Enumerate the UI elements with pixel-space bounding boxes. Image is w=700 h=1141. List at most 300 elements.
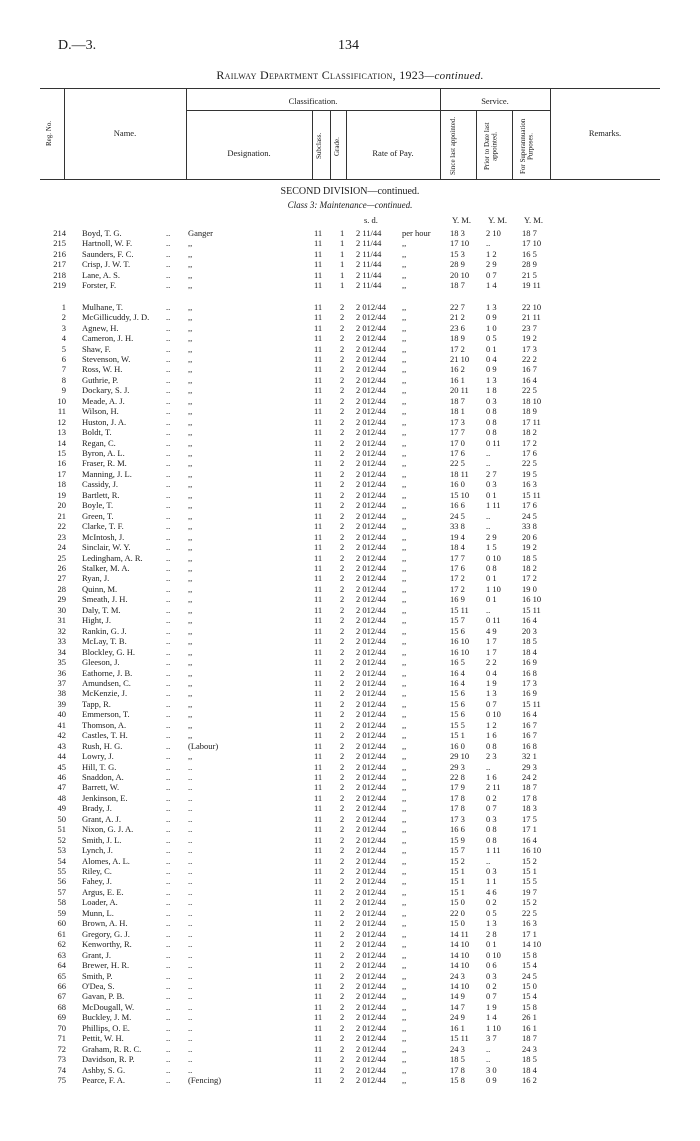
cell-name: Emmerson, T. <box>82 709 130 720</box>
cell-grade: 2 <box>340 813 345 824</box>
cell-superannuation: 19 0 <box>522 583 537 594</box>
cell-designation: ,, <box>188 416 193 427</box>
cell-leader-dots: .. <box>166 845 171 856</box>
cell-grade: 2 <box>340 667 345 678</box>
cell-leader-dots: .. <box>166 834 171 845</box>
cell-rate: 2 012/44 <box>356 688 386 699</box>
cell-since-last: 15 0 <box>450 918 465 929</box>
table-row <box>0 981 700 991</box>
cell-name: Riley, C. <box>82 866 112 876</box>
cell-rate: 2 012/44 <box>356 991 386 1002</box>
cell-since-last: 15 6 <box>450 698 465 709</box>
cell-subclass: 11 <box>314 625 323 636</box>
cell-rate: 2 012/44 <box>356 333 386 344</box>
cell-prior: 0 5 <box>486 333 497 344</box>
cell-grade: 2 <box>340 677 345 688</box>
cell-grade: 2 <box>340 353 345 364</box>
cell-prior: 2 3 <box>486 751 497 761</box>
cell-superannuation: 15 2 <box>522 897 537 908</box>
cell-designation: ,, <box>188 437 193 448</box>
cell-reg-no: 47 <box>57 782 66 793</box>
cell-name: Quinn, M. <box>82 583 118 594</box>
cell-name: Guthrie, P. <box>82 374 119 385</box>
cell-grade: 2 <box>340 594 345 605</box>
cell-since-last: 17 8 <box>450 803 465 814</box>
cell-rate: 2 11/44 <box>356 269 382 280</box>
cell-grade: 2 <box>340 730 345 741</box>
cell-per: ,, <box>402 991 407 1002</box>
cell-rate: 2 012/44 <box>356 1043 386 1054</box>
cell-name: Lowry, J. <box>82 751 114 761</box>
cell-superannuation: 22 2 <box>522 353 537 364</box>
cell-designation: ,, <box>188 479 193 490</box>
cell-name: Argus, E. E. <box>82 886 124 897</box>
cell-reg-no: 27 <box>57 573 66 584</box>
cell-grade: 2 <box>340 343 345 354</box>
cell-designation: Ganger <box>188 228 214 238</box>
cell-subclass: 11 <box>314 269 323 280</box>
cell-reg-no: 9 <box>61 385 66 396</box>
cell-name: Gavan, P. B. <box>82 991 125 1002</box>
cell-leader-dots: .. <box>166 510 171 521</box>
cell-reg-no: 62 <box>57 939 66 950</box>
cell-designation: ,, <box>188 248 193 259</box>
cell-since-last: 15 1 <box>450 886 465 897</box>
cell-prior: .. <box>486 604 491 615</box>
cell-rate: 2 012/44 <box>356 364 386 375</box>
cell-name: Daly, T. M. <box>82 604 121 615</box>
cell-leader-dots: .. <box>166 333 171 344</box>
cell-designation: .. <box>188 886 193 897</box>
cell-superannuation: 17 1 <box>522 824 537 835</box>
cell-reg-no: 218 <box>53 269 66 280</box>
cell-superannuation: 18 2 <box>522 427 537 438</box>
cell-name: Buckley, J. M. <box>82 1012 132 1023</box>
cell-prior: 0 7 <box>486 269 497 280</box>
cell-since-last: 15 1 <box>450 730 465 741</box>
cell-superannuation: 22 10 <box>522 301 542 312</box>
table-row <box>0 573 700 583</box>
cell-designation: .. <box>188 1022 193 1033</box>
cell-leader-dots: .. <box>166 636 171 647</box>
cell-per: ,, <box>402 980 407 991</box>
cell-per: ,, <box>402 740 407 751</box>
cell-per: ,, <box>402 406 407 417</box>
cell-per: ,, <box>402 709 407 720</box>
cell-leader-dots: .. <box>166 238 171 249</box>
cell-rate: 2 012/44 <box>356 312 386 323</box>
table-row <box>0 427 700 437</box>
cell-since-last: 16 0 <box>450 740 465 751</box>
document-title <box>0 68 700 83</box>
cell-grade: 1 <box>340 280 345 291</box>
cell-leader-dots: .. <box>166 280 171 291</box>
table-row <box>0 699 700 709</box>
cell-rate: 2 012/44 <box>356 751 386 761</box>
cell-per: per hour <box>402 228 431 238</box>
cell-reg-no: 16 <box>57 458 66 469</box>
cell-subclass: 11 <box>314 333 323 344</box>
cell-leader-dots: .. <box>166 667 171 678</box>
cell-grade: 2 <box>340 437 345 448</box>
cell-name: Cassidy, J. <box>82 479 119 490</box>
cell-name: Smith, P. <box>82 970 113 981</box>
cell-since-last: 20 10 <box>450 269 470 280</box>
table-row <box>0 532 700 542</box>
cell-since-last: 15 6 <box>450 625 465 636</box>
cell-superannuation: 14 10 <box>522 939 542 950</box>
cell-subclass: 11 <box>314 897 323 908</box>
cell-rate: 2 11/44 <box>356 248 382 259</box>
cell-reg-no: 17 <box>57 468 66 479</box>
cell-name: Munn, L. <box>82 907 114 918</box>
cell-leader-dots: .. <box>166 312 171 323</box>
cell-superannuation: 19 11 <box>522 280 541 291</box>
cell-reg-no: 25 <box>57 552 66 563</box>
cell-grade: 2 <box>340 479 345 490</box>
cell-since-last: 15 3 <box>450 248 465 259</box>
reg-no-header: Reg. No. <box>45 120 53 146</box>
cell-rate: 2 012/44 <box>356 1001 386 1012</box>
cell-leader-dots: .. <box>166 573 171 584</box>
table-row <box>0 960 700 970</box>
cell-designation: .. <box>188 991 193 1002</box>
cell-name: Gregory, G. J. <box>82 928 130 939</box>
cell-since-last: 17 6 <box>450 563 465 573</box>
cell-reg-no: 5 <box>61 343 66 354</box>
cell-rate: 2 012/44 <box>356 468 386 479</box>
cell-per: ,, <box>402 719 407 730</box>
cell-grade: 2 <box>340 845 345 856</box>
cell-leader-dots: .. <box>166 866 171 876</box>
cell-since-last: 16 9 <box>450 594 465 605</box>
cell-leader-dots: .. <box>166 343 171 354</box>
cell-leader-dots: .. <box>166 876 171 887</box>
cell-grade: 2 <box>340 510 345 521</box>
cell-superannuation: 16 4 <box>522 374 537 385</box>
cell-since-last: 24 9 <box>450 1012 465 1023</box>
cell-subclass: 11 <box>314 960 323 970</box>
cell-since-last: 21 10 <box>450 353 470 364</box>
cell-name: Alomes, A. L. <box>82 855 130 866</box>
cell-grade: 2 <box>340 552 345 563</box>
cell-designation: ,, <box>188 427 193 438</box>
cell-grade: 2 <box>340 928 345 939</box>
cell-leader-dots: .. <box>166 1012 171 1023</box>
cell-since-last: 28 9 <box>450 259 465 270</box>
table-row <box>0 626 700 636</box>
cell-per: ,, <box>402 698 407 709</box>
cell-designation: .. <box>188 918 193 929</box>
cell-grade: 2 <box>340 521 345 532</box>
cell-subclass: 11 <box>314 803 323 814</box>
cell-leader-dots: .. <box>166 688 171 699</box>
cell-designation: ,, <box>188 719 193 730</box>
table-row <box>0 479 700 489</box>
cell-since-last: 16 4 <box>450 677 465 688</box>
cell-name: Green, T. <box>82 510 114 521</box>
cell-prior: 0 6 <box>486 960 497 970</box>
cell-designation: (Fencing) <box>188 1075 222 1085</box>
cell-since-last: 23 6 <box>450 322 465 333</box>
cell-subclass: 11 <box>314 594 323 605</box>
cell-reg-no: 34 <box>57 646 66 657</box>
cell-prior: .. <box>486 238 491 249</box>
cell-prior: 2 10 <box>486 228 501 238</box>
table-row <box>0 542 700 552</box>
table-row <box>0 814 700 824</box>
name-header: Name. <box>113 128 137 138</box>
cell-designation: ,, <box>188 280 193 291</box>
cell-since-last: 22 5 <box>450 458 465 469</box>
cell-leader-dots: .. <box>166 897 171 908</box>
cell-name: Dockary, S. J. <box>82 385 130 396</box>
cell-name: Gleeson, J. <box>82 657 120 667</box>
cell-designation: ,, <box>188 353 193 364</box>
cell-rate: 2 012/44 <box>356 771 386 782</box>
cell-rate: 2 012/44 <box>356 510 386 521</box>
cell-reg-no: 51 <box>57 824 66 835</box>
cell-subclass: 11 <box>314 385 323 396</box>
table-row <box>0 448 700 458</box>
cell-since-last: 14 9 <box>450 991 465 1002</box>
cell-designation: ,, <box>188 458 193 469</box>
cell-superannuation: 18 7 <box>522 1033 537 1044</box>
cell-reg-no: 20 <box>57 500 66 511</box>
cell-superannuation: 18 5 <box>522 552 537 563</box>
cell-per: ,, <box>402 688 407 699</box>
cell-since-last: 17 3 <box>450 416 465 427</box>
cell-designation: .. <box>188 949 193 960</box>
cell-grade: 2 <box>340 500 345 511</box>
table-row <box>0 238 700 248</box>
cell-grade: 2 <box>340 1075 345 1085</box>
cell-rate: 2 012/44 <box>356 719 386 730</box>
cell-per: ,, <box>402 448 407 458</box>
cell-superannuation: 17 2 <box>522 573 537 584</box>
cell-since-last: 14 10 <box>450 949 470 960</box>
cell-grade: 2 <box>340 364 345 375</box>
table-row <box>0 824 700 834</box>
cell-reg-no: 18 <box>57 479 66 490</box>
cell-subclass: 11 <box>314 949 323 960</box>
cell-designation: ,, <box>188 374 193 385</box>
cell-per: ,, <box>402 468 407 479</box>
cell-prior: 0 5 <box>486 907 497 918</box>
prior-header: Prior to Date last appointed. <box>483 122 499 170</box>
cell-name: Regan, C. <box>82 437 116 448</box>
table-row <box>0 1054 700 1064</box>
cell-leader-dots: .. <box>166 406 171 417</box>
cell-since-last: 16 6 <box>450 500 465 511</box>
cell-reg-no: 74 <box>57 1064 66 1075</box>
table-row <box>0 438 700 448</box>
cell-per: ,, <box>402 269 407 280</box>
cell-designation: ,, <box>188 542 193 552</box>
cell-grade: 2 <box>340 1054 345 1065</box>
cell-per: ,, <box>402 803 407 814</box>
cell-prior: 1 6 <box>486 730 497 741</box>
title-main: Railway Department Classification, 1923 <box>216 68 425 82</box>
cell-grade: 2 <box>340 709 345 720</box>
cell-per: ,, <box>402 1043 407 1054</box>
cell-subclass: 11 <box>314 479 323 490</box>
cell-designation: .. <box>188 1064 193 1075</box>
cell-subclass: 11 <box>314 563 323 573</box>
cell-reg-no: 63 <box>57 949 66 960</box>
cell-name: Saunders, F. C. <box>82 248 134 259</box>
cell-rate: 2 012/44 <box>356 500 386 511</box>
cell-prior: 2 7 <box>486 468 497 479</box>
cell-reg-no: 14 <box>57 437 66 448</box>
cell-leader-dots: .. <box>166 269 171 280</box>
cell-grade: 2 <box>340 468 345 479</box>
table-row <box>0 417 700 427</box>
cell-prior: .. <box>486 458 491 469</box>
cell-rate: 2 012/44 <box>356 604 386 615</box>
cell-designation: ,, <box>188 322 193 333</box>
table-row <box>0 333 700 343</box>
cell-since-last: 15 0 <box>450 897 465 908</box>
table-row <box>0 908 700 918</box>
cell-prior: 1 3 <box>486 688 497 699</box>
cell-superannuation: 15 0 <box>522 980 537 991</box>
cell-prior: 0 8 <box>486 427 497 438</box>
cell-grade: 2 <box>340 416 345 427</box>
cell-grade: 2 <box>340 301 345 312</box>
cell-leader-dots: .. <box>166 448 171 458</box>
cell-rate: 2 012/44 <box>356 427 386 438</box>
cell-rate: 2 012/44 <box>356 353 386 364</box>
cell-leader-dots: .. <box>166 970 171 981</box>
cell-since-last: 16 2 <box>450 364 465 375</box>
cell-since-last: 24 3 <box>450 1043 465 1054</box>
cell-leader-dots: .. <box>166 886 171 897</box>
cell-rate: 2 012/44 <box>356 939 386 950</box>
cell-rate: 2 012/44 <box>356 416 386 427</box>
cell-per: ,, <box>402 280 407 291</box>
cell-reg-no: 37 <box>57 677 66 688</box>
cell-rate: 2 012/44 <box>356 782 386 793</box>
cell-name: Agnew, H. <box>82 322 119 333</box>
cell-rate: 2 012/44 <box>356 677 386 688</box>
cell-prior: .. <box>486 1054 491 1065</box>
cell-per: ,, <box>402 886 407 897</box>
cell-designation: .. <box>188 1033 193 1044</box>
cell-rate: 2 012/44 <box>356 1022 386 1033</box>
cell-reg-no: 216 <box>53 248 66 259</box>
cell-designation: .. <box>188 980 193 991</box>
cell-reg-no: 67 <box>57 991 66 1002</box>
cell-per: ,, <box>402 813 407 824</box>
cell-leader-dots: .. <box>166 698 171 709</box>
cell-reg-no: 36 <box>57 667 66 678</box>
cell-reg-no: 40 <box>57 709 66 720</box>
cell-designation: ,, <box>188 615 193 626</box>
cell-per: ,, <box>402 949 407 960</box>
cell-leader-dots: .. <box>166 918 171 929</box>
cell-reg-no: 4 <box>61 333 66 344</box>
cell-designation: ,, <box>188 312 193 323</box>
cell-prior: 1 7 <box>486 646 497 657</box>
cell-superannuation: 17 3 <box>522 343 537 354</box>
table-row <box>0 720 700 730</box>
cell-leader-dots: .. <box>166 625 171 636</box>
section-title: SECOND DIVISION—continued. <box>280 186 420 197</box>
cell-rate: 2 012/44 <box>356 949 386 960</box>
cell-reg-no: 75 <box>57 1075 66 1085</box>
cell-leader-dots: .. <box>166 301 171 312</box>
cell-subclass: 11 <box>314 918 323 929</box>
cell-per: ,, <box>402 834 407 845</box>
cell-reg-no: 24 <box>57 542 66 552</box>
cell-superannuation: 16 5 <box>522 248 537 259</box>
cell-prior: .. <box>486 1043 491 1054</box>
cell-grade: 2 <box>340 897 345 908</box>
cell-designation: .. <box>188 897 193 908</box>
cell-per: ,, <box>402 248 407 259</box>
table-row <box>0 668 700 678</box>
cell-prior: 0 9 <box>486 1075 497 1085</box>
cell-grade: 1 <box>340 259 345 270</box>
cell-superannuation: 17 10 <box>522 238 542 249</box>
cell-per: ,, <box>402 625 407 636</box>
cell-since-last: 17 3 <box>450 813 465 824</box>
cell-superannuation: 19 5 <box>522 468 537 479</box>
cell-subclass: 11 <box>314 719 323 730</box>
units-ym-1: Y. M. <box>452 215 471 225</box>
cell-name: Tapp, R. <box>82 698 111 709</box>
cell-name: Nixon, G. J. A. <box>82 824 134 835</box>
cell-name: Blockley, G. H. <box>82 646 136 657</box>
cell-name: Manning, J. L. <box>82 468 132 479</box>
cell-grade: 2 <box>340 876 345 887</box>
cell-superannuation: 24 2 <box>522 771 537 782</box>
cell-name: O'Dea, S. <box>82 980 115 991</box>
table-row <box>0 856 700 866</box>
cell-grade: 2 <box>340 604 345 615</box>
cell-leader-dots: .. <box>166 1022 171 1033</box>
cell-superannuation: 18 7 <box>522 782 537 793</box>
cell-designation: .. <box>188 824 193 835</box>
cell-prior: 0 3 <box>486 970 497 981</box>
cell-name: Stevenson, W. <box>82 353 131 364</box>
cell-superannuation: 17 6 <box>522 500 537 511</box>
table-row <box>0 280 700 290</box>
cell-name: Castles, T. H. <box>82 730 128 741</box>
cell-designation: ,, <box>188 667 193 678</box>
cell-subclass: 11 <box>314 301 323 312</box>
cell-subclass: 11 <box>314 521 323 532</box>
cell-name: Hartnoll, W. F. <box>82 238 133 249</box>
cell-prior: 0 3 <box>486 866 497 876</box>
cell-grade: 2 <box>340 1064 345 1075</box>
cell-grade: 2 <box>340 970 345 981</box>
table-row <box>0 500 700 510</box>
cell-name: Sinclair, W. Y. <box>82 542 131 552</box>
cell-leader-dots: .. <box>166 709 171 720</box>
cell-prior: 1 3 <box>486 374 497 385</box>
cell-prior: 1 9 <box>486 677 497 688</box>
cell-rate: 2 012/44 <box>356 918 386 929</box>
cell-since-last: 24 3 <box>450 970 465 981</box>
cell-prior: 0 4 <box>486 667 497 678</box>
cell-subclass: 11 <box>314 970 323 981</box>
cell-name: Brown, A. H. <box>82 918 128 929</box>
cell-prior: 0 11 <box>486 615 501 626</box>
cell-prior: 0 10 <box>486 949 501 960</box>
cell-per: ,, <box>402 510 407 521</box>
